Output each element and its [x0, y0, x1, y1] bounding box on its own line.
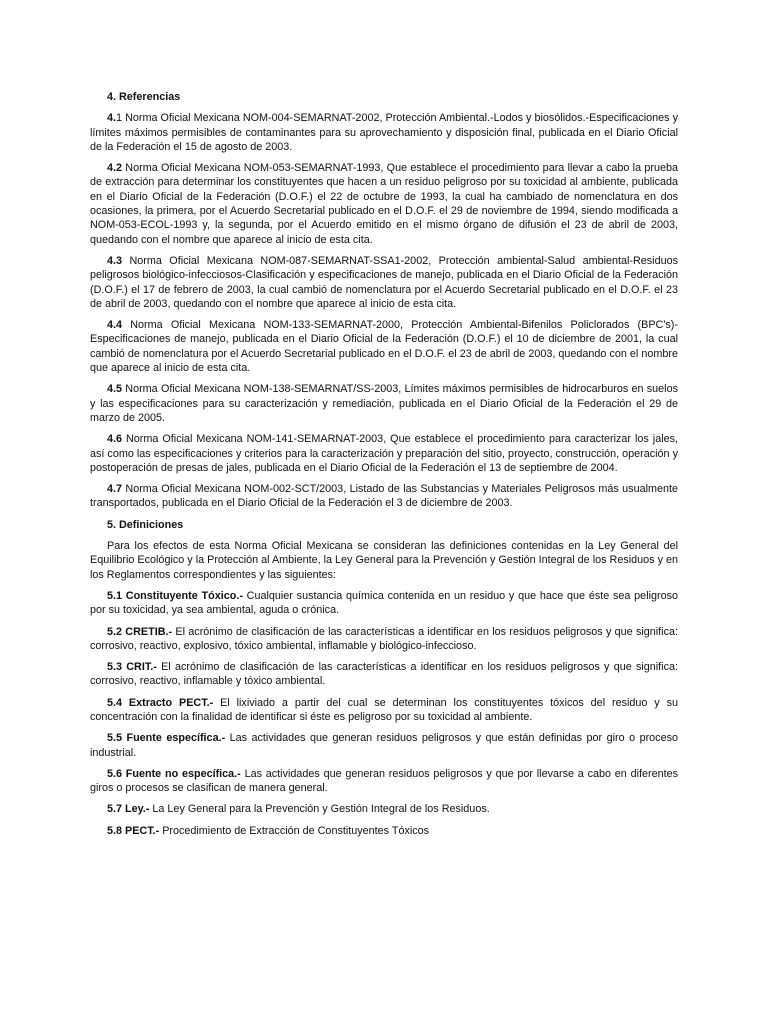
definition-paragraph	[90, 731, 678, 760]
section-heading-definiciones: 5. Definiciones	[107, 518, 184, 531]
definition-text: Procedimiento de Extracción de Constituyentes Tóxicos	[159, 824, 430, 837]
definition-text: El acrónimo de clasificación de las características a identificar en los residuos peligrosos y que significa: corrosivo, reactivo, inflamable y tóxico ambiental.	[90, 661, 678, 688]
definition-text: Las actividades que generan residuos peligrosos y que por llevarse a cabo en diferentes giros o procesos se clasifican de manera general.	[90, 767, 678, 795]
reference-number: 4.7	[107, 483, 123, 496]
reference-text: Norma Oficial Mexicana NOM-087-SEMARNAT-SSA1-2002, Protección ambiental-Salud ambiental-Residuos peligrosos biológico-infecciosos-Clasificación y especificaciones de manejo, publicada en el Diario Oficial de la Federación (D.O.F.) el 17 de febrero de 2003, la cual cambió de nomenclatura por el Acuerdo Secretarial publicado en el D.O.F. el 23 de abril de 2003, quedando con el nombre que aparece al inicio de esta cita.	[90, 254, 678, 310]
definition-paragraph	[90, 660, 678, 689]
definition-term: 5.4 Extracto PECT.-	[107, 696, 214, 709]
reference-text: Norma Oficial Mexicana NOM-141-SEMARNAT-2003, Que establece el procedimiento para caracterizar los jales, así como las especificaciones y criterios para la caracterización y preparación del sitio, proyecto, construcción, operación y postoperación de presas de jales, publicada en el Diario Oficial de la Federación el 13 de septiembre de 2004.	[90, 433, 678, 474]
definition-term: 5.1 Constituyente Tóxico.-	[107, 589, 243, 602]
reference-paragraph	[90, 482, 678, 511]
reference-paragraph	[90, 432, 678, 475]
definition-paragraph	[90, 802, 678, 816]
definition-text: Cualquier sustancia química contenida en un residuo y que hace que éste sea peligroso por su toxicidad, ya sea ambiental, aguda o crónica.	[90, 589, 678, 617]
definition-term: 5.7 Ley.-	[107, 803, 150, 816]
reference-text: Norma Oficial Mexicana NOM-053-SEMARNAT-1993, Que establece el procedimiento para llevar a cabo la prueba de extracción para determinar los constituyentes que hacen a un residuo peligroso por su toxicidad al ambiente, publicada en el Diario Oficial de la Federación (D.O.F.) el 22 de octubre de 1993, la cual ha cambiado de nomenclatura en dos ocasiones, la primera, por el Acuerdo Secretarial publicado en el D.O.F. el 29 de noviembre de 1994, siendo modificada a NOM-053-ECOL-1993 y, la segunda, por el Acuerdo emitido en el mismo órgano de difusión el 23 de abril de 2003, quedando con el nombre que aparece al inicio de esta cita.	[90, 162, 678, 246]
reference-paragraph	[90, 318, 678, 375]
reference-number: 4.4	[107, 319, 123, 332]
reference-number: 4.5	[107, 383, 123, 396]
definition-term: 5.2 CRETIB.-	[107, 625, 173, 638]
reference-paragraph	[90, 161, 678, 247]
definition-paragraph	[90, 767, 678, 796]
definitions-intro: Para los efectos de esta Norma Oficial Mexicana se consideran las definiciones contenidas en la Ley General del Equilibrio Ecológico y la Protección al Ambiente, la Ley General para la Prevención y Gestión Integral de los Residuos y en los Reglamentos correspondientes y las siguientes:	[90, 540, 678, 581]
reference-text: Norma Oficial Mexicana NOM-138-SEMARNAT/SS-2003, Límites máximos permisibles de hidrocarburos en suelos y las especificaciones para su caracterización y remediación, publicada en el Diario Oficial de la Federación el 29 de marzo de 2005.	[90, 383, 678, 424]
reference-paragraph	[90, 382, 678, 425]
definition-text: Las actividades que generan residuos peligrosos y que están definidas por giro o proceso industrial.	[90, 732, 678, 759]
definition-term: 5.5 Fuente específica.-	[107, 732, 226, 745]
reference-text: Norma Oficial Mexicana NOM-002-SCT/2003, Listado de las Substancias y Materiales Peligrosos más usualmente transportados, publicada en el Diario Oficial de la Federación el 3 de diciembre de 2003.	[90, 483, 678, 510]
definition-term: 5.8 PECT.-	[107, 824, 160, 837]
definition-text: La Ley General para la Prevención y Gestión Integral de los Residuos.	[149, 803, 490, 816]
definition-term: 5.6 Fuente no específica.-	[107, 767, 241, 780]
definition-paragraph	[90, 589, 678, 618]
reference-number: 4.2	[107, 162, 123, 175]
definition-paragraph	[90, 625, 678, 654]
section-heading-referencias: 4. Referencias	[107, 91, 181, 103]
definition-paragraph	[90, 696, 678, 725]
reference-number: 4.6	[107, 433, 123, 446]
reference-text: Norma Oficial Mexicana NOM-004-SEMARNAT-2002, Protección Ambiental.-Lodos y biosólidos.-Especificaciones y límites máximos permisibles de contaminantes para su aprovechamiento y disposición final, publicada en el Diario Oficial de la Federación el 15 de agosto de 2003.	[90, 112, 678, 153]
reference-number-suffix: 1	[116, 112, 123, 125]
reference-number: 4.3	[107, 254, 123, 267]
definition-text: El acrónimo de clasificación de las características a identificar en los residuos peligrosos y que significa: corrosivo, reactivo, explosivo, tóxico ambiental, inflamable y biológico-infeccioso.	[90, 625, 678, 652]
reference-paragraph	[90, 254, 678, 311]
reference-paragraph	[90, 111, 678, 154]
definition-paragraph	[90, 824, 678, 838]
definition-text: El lixiviado a partir del cual se determinan los constituyentes tóxicos del residuo y su concentración con la finalidad de identificar si éste es peligroso por su toxicidad al ambiente.	[90, 696, 679, 723]
definition-term: 5.3 CRIT.-	[107, 661, 157, 674]
reference-number: 4.	[107, 112, 117, 125]
reference-text: Norma Oficial Mexicana NOM-133-SEMARNAT-2000, Protección Ambiental-Bifenilos Policlorados (BPC's)-Especificaciones de manejo, publicada en el Diario Oficial de la Federación (D.O.F.) el 10 de diciembre de 2001, la cual cambió de nomenclatura por el Acuerdo Secretarial publicado en el D.O.F. el 23 de abril de 2003, quedando con el nombre que aparece al inicio de esta cita.	[90, 319, 678, 375]
